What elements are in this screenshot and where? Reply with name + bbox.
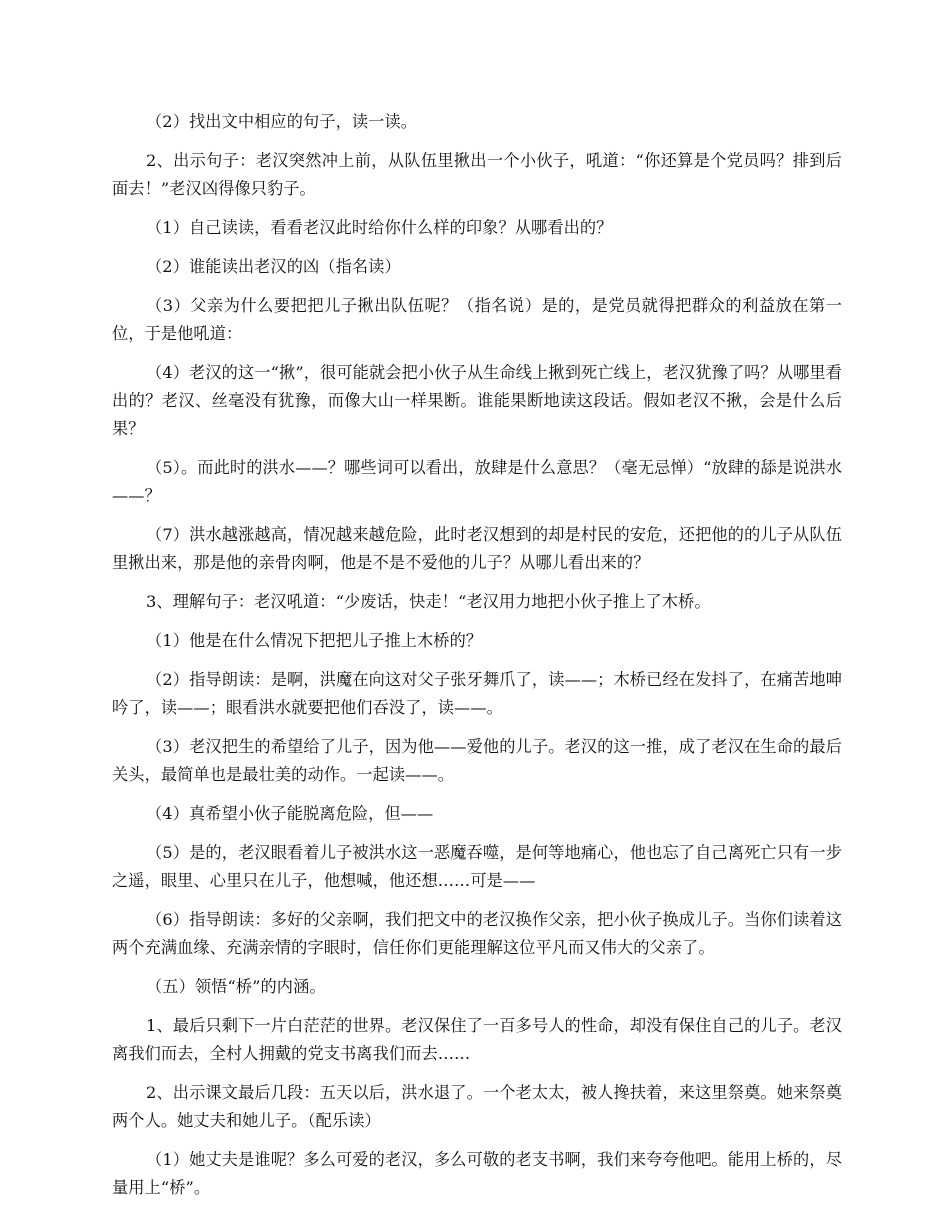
paragraph: 2、出示课文最后几段：五天以后，洪水退了。一个老太太，被人搀扶着，来这里祭奠。她来祭奠两个人。她丈夫和她儿子。（配乐读） bbox=[112, 1083, 842, 1130]
paragraph: （5）。而此时的洪水——？哪些词可以看出，放肆是什么意思？（毫无忌惮）“放肆的舔是说洪水——？ bbox=[112, 458, 842, 505]
paragraph: （3）父亲为什么要把把儿子揪出队伍呢？（指名说）是的，是党员就得把群众的利益放在第一位，于是他吼道： bbox=[112, 296, 842, 343]
paragraph: （1）他是在什么情况下把把儿子推上木桥的？ bbox=[146, 631, 483, 650]
paragraph: （2）指导朗读：是啊，洪魔在向这对父子张牙舞爪了，读——；木桥已经在发抖了，在痛苦地呻吟了，读——；眼看洪水就要把他们吞没了，读——。 bbox=[112, 670, 842, 717]
paragraph: （1）自己读读，看看老汉此时给你什么样的印象？从哪看出的？ bbox=[146, 218, 613, 237]
paragraph: （2）找出文中相应的句子，读一读。 bbox=[146, 112, 418, 131]
paragraph: 3、理解句子：老汉吼道：“少废话，快走！“老汉用力地把小伙子推上了木桥。 bbox=[146, 592, 711, 611]
paragraph: （4）真希望小伙子能脱离危险，但—— bbox=[146, 804, 434, 823]
paragraph: （4）老汉的这一“揪”，很可能就会把小伙子从生命线上揪到死亡线上，老汉犹豫了吗？从哪里看出的？老汉、丝毫没有犹豫，而像大山一样果断。谁能果断地读这段话。假如老汉不揪，会是什么后果？ bbox=[112, 363, 842, 438]
paragraph: 2、出示句子：老汉突然冲上前，从队伍里揪出一个小伙子，吼道：“你还算是个党员吗？排到后面去！”老汉凶得像只豹子。 bbox=[112, 151, 842, 198]
paragraph: （1）她丈夫是谁呢？多么可爱的老汉，多么可敬的老支书啊，我们来夸夸他吧。能用上桥的，尽量用上“桥”。 bbox=[112, 1150, 842, 1197]
paragraph: （5）是的，老汉眼看着儿子被洪水这一恶魔吞噬，是何等地痛心，他也忘了自己离死亡只有一步之遥，眼里、心里只在儿子，他想喊，他还想……可是—— bbox=[112, 843, 842, 890]
paragraph: （2）谁能读出老汉的凶（指名读） bbox=[146, 257, 401, 276]
document-page bbox=[112, 108, 842, 1213]
paragraph: 1、最后只剩下一片白茫茫的世界。老汉保住了一百多号人的性命，却没有保住自己的儿子。老汉离我们而去，全村人拥戴的党支书离我们而去…… bbox=[112, 1016, 842, 1063]
section-heading: （五）领悟“桥”的内涵。 bbox=[146, 977, 326, 996]
paragraph: （6）指导朗读：多好的父亲啊，我们把文中的老汉换作父亲，把小伙子换成儿子。当你们读着这两个充满血缘、充满亲情的字眼时，信任你们更能理解这位平凡而又伟大的父亲了。 bbox=[112, 910, 842, 957]
paragraph: （7）洪水越涨越高，情况越来越危险，此时老汉想到的却是村民的安危，还把他的的儿子从队伍里揪出来，那是他的亲骨肉啊，他是不是不爱他的儿子？从哪儿看出来的？ bbox=[112, 525, 842, 572]
paragraph: （3）老汉把生的希望给了儿子，因为他——爱他的儿子。老汉的这一推，成了老汉在生命的最后关头，最简单也是最壮美的动作。一起读——。 bbox=[112, 737, 842, 784]
